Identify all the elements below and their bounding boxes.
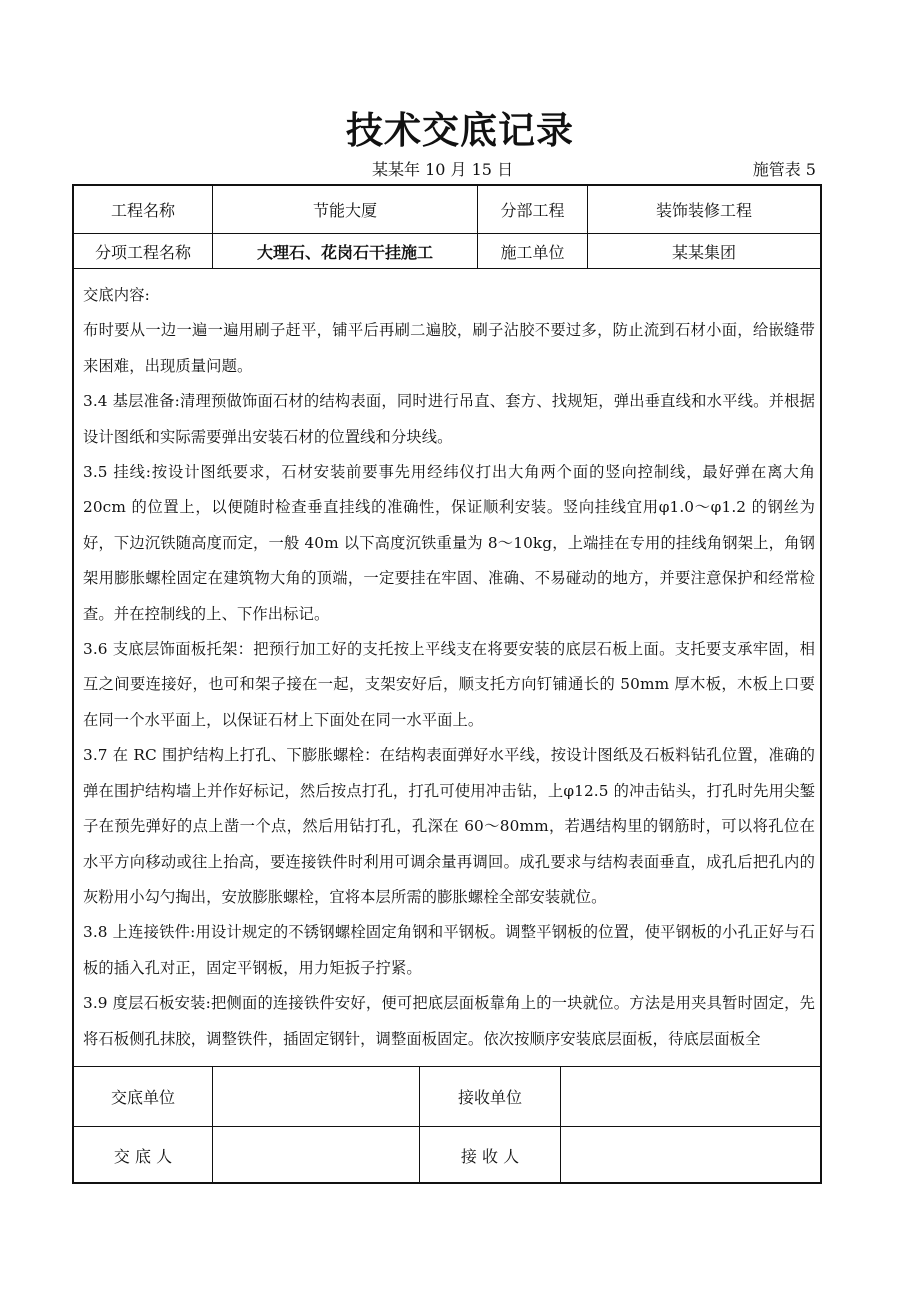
receiver-label: 接 收 人 bbox=[460, 1147, 520, 1166]
content-paragraph: 3.6 支底层饰面板托架：把预行加工好的支托按上平线支在将要安装的底层石板上面。支托要支承牢固，相互之间要连接好，也可和架子接在一起，支架安好后，顺支托方向钉铺通长的 50mm 厚木板，木板上口要在同一个水平面上，以保证石材上下面处在同一水平面上。 bbox=[83, 640, 815, 729]
handover-content bbox=[83, 278, 815, 1057]
record-date: 某某年 10 月 15 日 bbox=[372, 160, 514, 179]
handover-person-field[interactable] bbox=[213, 1127, 419, 1184]
row-divider bbox=[74, 268, 820, 269]
contractor-label: 施工单位 bbox=[500, 242, 565, 262]
receiver-field[interactable] bbox=[561, 1127, 820, 1184]
project-name-label: 工程名称 bbox=[110, 201, 175, 220]
handover-unit-field[interactable] bbox=[213, 1067, 419, 1126]
content-paragraph: 3.8 上连接铁件:用设计规定的不锈钢螺栓固定角钢和平钢板。调整平钢板的位置，使平钢板的小孔正好与石板的插入孔对正，固定平钢板，用力矩扳子拧紧。 bbox=[83, 923, 815, 977]
content-paragraph: 3.7 在 RC 围护结构上打孔、下膨胀螺栓：在结构表面弹好水平线，按设计图纸及石板料钻孔位置，准确的弹在围护结构墙上并作好标记，然后按点打孔，打孔可使用冲击钻，上φ12.5 的冲击钻头，打孔时先用尖錾子在预先弹好的点上凿一个点，然后用钻打孔，孔深在 60～80mm，若遇结构里的钢筋时，可以将孔位在水平方向移动或往上抬高，要连接铁件时利用可调余量再调回。成孔要求与结构表面垂直，成孔后把孔内的灰粉用小勾勺掏出，安放膨胀螺栓，宜将本层所需的膨胀螺栓全部安装就位。 bbox=[83, 746, 815, 906]
content-paragraph: 3.9 度层石板安装:把侧面的连接铁件安好，便可把底层面板靠角上的一块就位。方法是用夹具暂时固定，先将石板侧孔抹胶，调整铁件，插固定钢针，调整面板固定。依次按顺序安装底层面板，待底层面板全 bbox=[83, 994, 815, 1048]
content-paragraph: 3.5 挂线:按设计图纸要求，石材安装前要事先用经纬仪打出大角两个面的竖向控制线，最好弹在离大角 20cm 的位置上，以便随时检查垂直挂线的准确性，保证顺利安装。竖向挂线宜用φ1.0～φ1.2 的钢丝为好，下边沉铁随高度而定，一般 40m 以下高度沉铁重量为 8～10kg，上端挂在专用的挂线角钢架上，角钢架用膨胀螺栓固定在建筑物大角的顶端，一定要挂在牢固、准确、不易碰动的地方，并要注意保护和经常检查。并在控制线的上、下作出标记。 bbox=[83, 463, 815, 623]
handover-person-label: 交 底 人 bbox=[113, 1147, 173, 1166]
contractor-value: 某某集团 bbox=[671, 242, 736, 262]
record-table bbox=[72, 184, 822, 1184]
subitem-value: 大理石、花岗石干挂施工 bbox=[256, 242, 433, 262]
receiving-unit-field[interactable] bbox=[561, 1067, 820, 1126]
content-label: 交底内容: bbox=[83, 286, 150, 304]
subitem-label: 分项工程名称 bbox=[94, 242, 191, 262]
handover-unit-label: 交底单位 bbox=[110, 1088, 175, 1107]
project-name-value: 节能大厦 bbox=[312, 201, 377, 220]
receiving-unit-label: 接收单位 bbox=[457, 1088, 522, 1107]
page-title: 技术交底记录 bbox=[346, 109, 574, 152]
form-number: 施管表 5 bbox=[752, 160, 816, 179]
content-paragraph: 布时要从一边一遍一遍用刷子赶平，铺平后再刷二遍胶，刷子沾胶不要过多，防止流到石材小面，给嵌缝带来困难，出现质量问题。 bbox=[83, 321, 815, 375]
content-paragraph: 3.4 基层准备:清理预做饰面石材的结构表面，同时进行吊直、套方、找规矩，弹出垂直线和水平线。并根据设计图纸和实际需要弹出安装石材的位置线和分块线。 bbox=[83, 392, 815, 446]
division-label: 分部工程 bbox=[500, 201, 565, 220]
division-value: 装饰装修工程 bbox=[655, 201, 752, 220]
